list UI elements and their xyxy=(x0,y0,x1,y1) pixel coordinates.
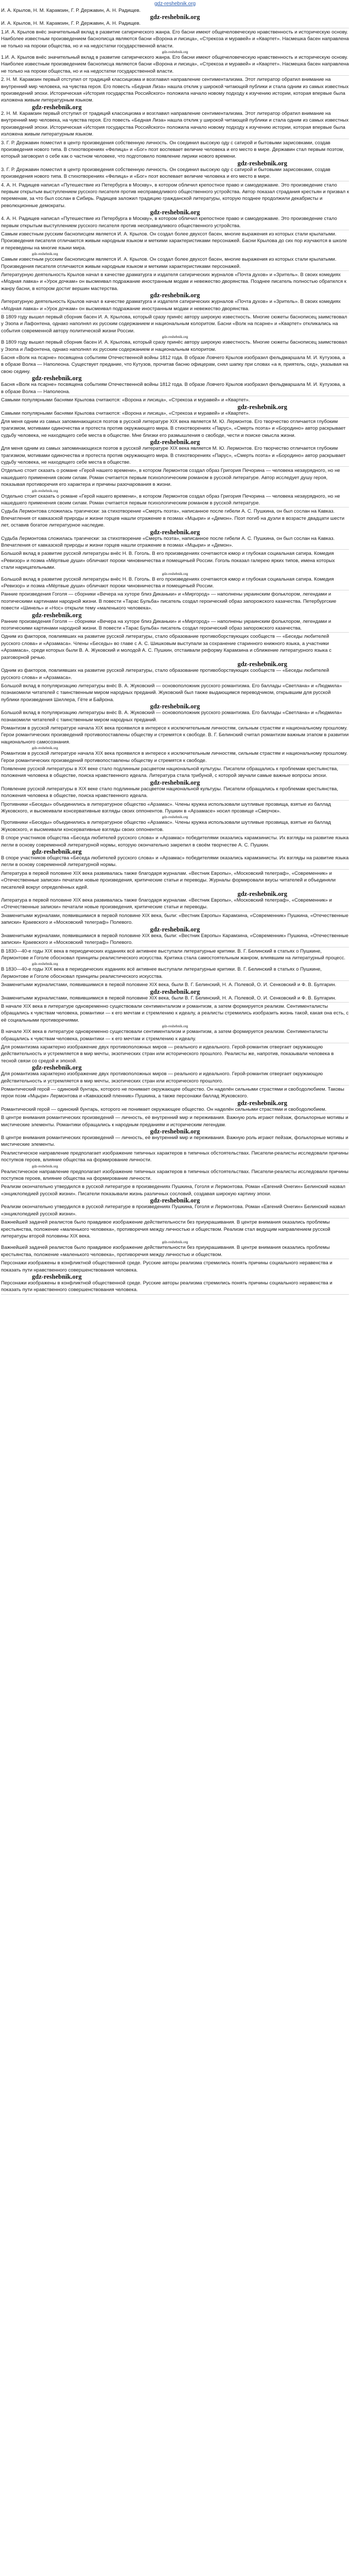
divider xyxy=(1,911,349,912)
watermark: gdz-reshebnik.org xyxy=(150,292,200,299)
answer-paragraph: Появление русской литературы в XIX веке стало подлинным расцветом национальной культуры. Писатели обращались к проблемам крестьянства, положения человека в обществе, поиска нравственного идеала. xyxy=(1,786,338,799)
answer-paragraph: Романтический герой — одинокий бунтарь, которого не понимает окружающее общество. Он наделён сильными страстями и свободолюбием. xyxy=(1,1106,327,1112)
divider xyxy=(1,549,349,550)
answer-paragraph: Персонажи изображены в конфликтной общественной среде. Русские авторы реализма стремились понять причины социального неравенства и показать пути нравственного совершенствования человека. xyxy=(1,1280,332,1293)
answer-entry xyxy=(1,683,349,723)
answer-paragraph: Судьба Лермонтова сложилась трагически: за стихотворение «Смерть поэта», написанное после гибели А. С. Пушкина, он был сослан на Кавказ. Впечатления от кавказской природы и жизни горцев нашли отражение в поэмах «Мцыри» и «Демон». xyxy=(1,535,335,548)
answer-paragraph: Реалистическое направление предполагает изображение типичных характеров в типичных обстоятельствах. Писатели-реалисты исследовали причины поступков героев, влияние общества на формирование личности. xyxy=(1,1168,348,1182)
answer-paragraph: Для меня одним из самых запоминающихся поэтов в русской литературе XIX века является М. Ю. Лермонтов. Его творчество отличается глубоким трагизмом, мотивами одиночества и протеста против окружающего мира. В стихотворениях «Парус», «Смерть поэта» и «Бородино» автор раскрывает судьбу человека, не находящего себе места в обществе. xyxy=(1,446,346,465)
site-link[interactable]: gdz-reshebnik.org xyxy=(154,1,196,7)
answer-paragraph: Большой вклад в развитие русской литературы внёс Н. В. Гоголь. В его произведениях сочетаются юмор и глубокая социальная сатира. Комедия «Ревизор» и поэма «Мёртвые души» обличают пороки чиновничества и помещичьей России. Гоголь показал галерею ярких типов, имена которых стали нарицательными. xyxy=(1,551,335,571)
answer-paragraph: Реалистическое направление предполагает изображение типичных характеров в типичных обстоятельствах. Писатели-реалисты исследовали причины поступков героев, влияние общества на формирование личности. xyxy=(1,1150,348,1163)
watermark: gdz-reshebnik.org xyxy=(237,1099,287,1107)
answer-entry xyxy=(1,314,349,353)
answer-paragraph: Отдельно стоит сказать о романе «Герой нашего времени», в котором Лермонтов создал образ Григория Печорина — человека незаурядного, но не нашедшего применения своим силам. Роман считается первым психологическим романом в русской литературе. Автор исследует душу героя, показывая противоречия его характера и причины разочарования в жизни. xyxy=(1,468,340,488)
watermark: gdz-reshebnik.org xyxy=(32,1273,82,1280)
watermark: gdz-reshebnik.org xyxy=(150,703,200,710)
answer-paragraph: Для меня одним из самых запоминающихся поэтов в русской литературе XIX века является М. Ю. Лермонтов. Его творчество отличается глубоким трагизмом, мотивами одиночества и протеста против окружающего мира. В стихотворениях «Парус», «Смерть поэта» и «Бородино» автор раскрывает судьбу человека, не находящего себе места в обществе. Мне близки его размышления о свободе, чести и поиске смысла жизни. xyxy=(1,418,346,438)
answer-paragraph: Басня «Волк на псарне» посвящена событиям Отечественной войны 1812 года. В образе Ловчего Крылов изобразил фельдмаршала М. И. Кутузова, а в образе Волка — Наполеона. xyxy=(1,382,345,395)
answer-paragraph: 2. Н. М. Карамзин первый отступил от традиций классицизма и возглавил направление сентиментализма. Этот литератор обратил внимание на внутренний мир человека, на чувства героя. Его повесть «Бедная Лиза» нашла отклик у широкой читающей публики и стала одним из самых известных произведений эпохи. Историческая «История государства Российского» положила начало новому подходу к изучению истории, которая впервые была изложена живым литературным языком. xyxy=(1,77,349,104)
answer-paragraph: Ранние произведения Гоголя — сборники «Вечера на хуторе близ Диканьки» и «Миргород» — наполнены украинским фольклором, легендами и поэтическими картинами народной жизни. В повести «Тарас Бульба» писатель создал героический образ запорожского казачества. xyxy=(1,618,331,632)
answer-entry xyxy=(1,633,349,681)
watermark: gdz-reshebnik.org xyxy=(32,746,58,751)
answer-paragraph: Ранние произведения Гоголя — сборники «Вечера на хуторе близ Диканьки» и «Миргород» — наполнены украинским фольклором, легендами и поэтическими картинами народной жизни. В повести «Тарас Бульба» писатель создал героический образ запорожского казачества. Петербургские повести «Шинель» и «Нос» открыли тему «маленького человека». xyxy=(1,591,337,612)
divider xyxy=(1,632,349,633)
answer-paragraph: Одним из факторов, повлиявших на развитие русской литературы, стало образование противоборствующих сообществ — «Беседы любителей русского слова» и «Арзамаса». xyxy=(1,668,329,681)
watermark: gdz-reshebnik.org xyxy=(150,925,200,933)
answer-paragraph: Литературную деятельность Крылов начал в качестве драматурга и издателя сатирических журналов «Почта духов» и «Зритель». В своих комедиях «Модная лавка» и «Урок дочкам» он высмеивал подражание иностранным модам и невежество дворянства. Позднее писатель полностью обратился к жанру басни, в котором достиг вершин мастерства. xyxy=(1,272,346,292)
watermark: gdz-reshebnik.org xyxy=(32,848,82,856)
answer-paragraph: Судьба Лермонтова сложилась трагически: за стихотворение «Смерть поэта», написанное после гибели А. С. Пушкина, он был сослан на Кавказ. Впечатления от кавказской природы и жизни горцев нашли отражение в поэмах «Мцыри» и «Демон». Поэт погиб на дуэли в возрасте двадцати шести лет, оставив богатое литературное наследие. xyxy=(1,509,345,529)
watermark: gdz-reshebnik.org xyxy=(162,50,188,55)
answer-paragraph: Романтический герой — одинокий бунтарь, которого не понимает окружающее общество. Он наделён сильными страстями и свободолюбием. Таковы герои поэм «Мцыри» Лермонтова и «Кавказский пленник» Пушкина, а также персонажи баллад Жуковского. xyxy=(1,1087,344,1099)
answer-paragraph: В центре внимания романтических произведений — личность, её внутренний мир и переживания. Важную роль играют пейзаж, фольклорные мотивы и мистические элементы. xyxy=(1,1135,348,1148)
watermark: gdz-reshebnik.org xyxy=(32,252,58,257)
answer-paragraph: Самым известным русским баснописцем является И. А. Крылов. Он создал более двухсот басен, многие выражения из которых стали крылатыми. Произведения писателя отличаются живым народным языком и меткими характеристиками персонажей. xyxy=(1,257,337,269)
divider xyxy=(1,417,349,418)
answer-paragraph: Знаменитыми журналистами, появившимися в первой половине XIX века, были В. Г. Белинский, Н. А. Полевой, О. И. Сенковский и Ф. В. Булгарин. xyxy=(1,995,337,1001)
answer-paragraph: В 1809 году вышел первый сборник басен И. А. Крылова, который сразу принёс автору широкую известность. Многие сюжеты баснописец заимствовал у Эзопа и Лафонтена, однако наполнял их русским содержанием и национальным колоритом. Басни «Волк на псарне» и «Квартет» откликались на события современной автору политической жизни России. xyxy=(1,314,347,334)
answer-paragraph: 3. Г. Р. Державин поместил в центр произведения собственную личность. Он соединил высокую оду с сатирой и бытовыми зарисовками, создав произведения нового типа. В стихотворениях «Фелица» и «Бог» поэт воспевает величие человека и его место в мире. Державин стал первым поэтом, который заговорил о себе как о частном человеке, что подготовило появление лирики нового времени. xyxy=(1,140,344,160)
answer-paragraph: В центре внимания романтических произведений — личность, её внутренний мир и переживания. Важную роль играют пейзаж, фольклорные мотивы и мистические элементы. Романтики обращались к народным преданиям и историческим легендам. xyxy=(1,1115,348,1128)
answer-paragraph: Литература в первой половине XIX века развивалась также благодаря журналам. «Вестник Европы», «Московский телеграф», «Современник» и «Отечественные записки» печатали новые произведения, критические статьи и переводы. Журналы формировали вкусы читателей и объединяли писателей вокруг определённых идей. xyxy=(1,870,336,890)
answer-entry xyxy=(1,140,349,180)
answer-paragraph: Романтизм в русской литературе начала XIX века проявился в интересе к исключительным личностям, сильным страстям и национальному прошлому. Герои романтических произведений противопоставлены обществу и стремятся к свободе. xyxy=(1,751,348,764)
watermark: gdz-reshebnik.org xyxy=(150,1197,200,1205)
answer-paragraph: Большой вклад в популяризацию литературы внёс В. А. Жуковский — основоположник русского романтизма. Его баллады «Светлана» и «Людмила» познакомили читателей с таинственным миром народных преданий. xyxy=(1,710,342,723)
answer-paragraph: Самыми популярными баснями Крылова считаются: «Ворона и лисица», «Стрекоза и муравей» и «Квартет». xyxy=(1,397,250,403)
divider xyxy=(1,1182,349,1183)
answer-paragraph: В споре участников общества «Беседа любителей русского слова» и «Арзамас» победителями оказались карамзинисты. Их взгляды на развитие языка легли в основу современной литературной нормы, которую окончательно закрепил в своём творчестве А. С. Пушкин. xyxy=(1,835,349,848)
answer-paragraph: Одним из факторов, повлиявших на развитие русской литературы, стало образование противоборствующих сообществ — «Беседы любителей русского слова» и «Арзамаса». Члены «Беседы» во главе с А. С. Шишковым выступали за сохранение старинного книжного языка, а участники «Арзамаса», среди которых были В. А. Жуковский и молодой А. С. Пушкин, отстаивали реформу Карамзина и сближение литературного языка с разговорной речью. xyxy=(1,634,331,660)
answer-paragraph: В 1809 году вышел первый сборник басен И. А. Крылова, который сразу принёс автору широкую известность. Многие сюжеты баснописец заимствовал у Эзопа и Лафонтена, однако наполнял их русским содержанием и национальным колоритом. xyxy=(1,340,347,352)
answer-paragraph: Важнейшей задачей реалистов было правдивое изображение действительности без приукрашивания. В центре внимания оказались проблемы крестьянства, положение «маленького человека», противоречия между личностью и обществом. xyxy=(1,1245,330,1258)
answer-paragraph: Большой вклад в популяризацию литературы внёс В. А. Жуковский — основоположник русского романтизма. Его баллады «Светлана» и «Людмила» познакомили читателей с таинственным миром народных преданий. Жуковский был также выдающимся переводчиком, открывшим для русской публики произведения Шиллера, Гёте и Байрона. xyxy=(1,683,342,703)
answer-paragraph: В начале XIX века в литературе одновременно существовали сентиментализм и романтизм, а затем формируется реализм. Сентименталисты обращались к чувствам человека, романтики — к его мечтам и стремлению к идеалу, а реалисты стремились изобразить жизнь такой, какая она есть, с её социальными противоречиями. xyxy=(1,1003,349,1023)
answer-entry xyxy=(1,76,349,138)
answer-paragraph: Самым известным русским баснописцем является И. А. Крылов. Он создал более двухсот басен, многие выражения из которых стали крылатыми. Произведения писателя отличаются живым народным языком и меткими характеристиками персонажей. Басни Крылова до сих пор изучаются в школе и переведены на многие языки мира. xyxy=(1,231,347,251)
answer-paragraph: Романтизм в русской литературе начала XIX века проявился в интересе к исключительным личностям, сильным страстям и национальному прошлому. Герои романтических произведений противопоставлены обществу и стремятся к свободе. В. Г. Белинский считал романтизм важным этапом в развитии национального самосознания. xyxy=(1,725,349,745)
answer-entry xyxy=(1,354,349,395)
divider xyxy=(1,270,349,271)
answer-paragraph: 1.И. А. Крылов внёс значительный вклад в развитие сатирического жанра. Его басни имеют общечеловеческую нравственность и историческую основу. Наиболее известным произведением баснописца являются басни «Ворона и лисица», «Стрекоза и муравей» и «Квартет». Насмешка басен направлена не только на пороки общества, но и на недостатки государственной власти. xyxy=(1,29,349,49)
watermark: gdz-reshebnik.org xyxy=(150,13,200,21)
divider xyxy=(1,75,349,76)
watermark: gdz-reshebnik.org xyxy=(32,375,82,382)
answer-entry xyxy=(1,835,349,869)
answer-entry xyxy=(1,912,349,946)
answer-entry xyxy=(1,766,349,800)
answer-paragraph: Знаменитыми журналами, появившимися в первой половине XIX века, были: «Вестник Европы» Карамзина, «Современник» Пушкина, «Отечественные записки» Краевского и «Московский телеграф» Полевого. xyxy=(1,912,348,926)
answer-entry xyxy=(1,1003,349,1042)
answer-entry xyxy=(1,7,349,27)
answer-entry xyxy=(1,801,349,834)
answer-entry xyxy=(1,272,349,312)
answer-paragraph: Противники «Беседы» объединились в литературное общество «Арзамас». Члены кружка использовали шутливые прозвища, взятые из баллад Жуковского, и высмеивали консервативные взгляды своих оппонентов. xyxy=(1,820,331,833)
answer-paragraph: Большой вклад в развитие русской литературы внёс Н. В. Гоголь. В его произведениях сочетаются юмор и глубокая социальная сатира. Комедия «Ревизор» и поэма «Мёртвые души» обличают пороки чиновничества и помещичьей России. xyxy=(1,576,334,589)
watermark: gdz-reshebnik.org xyxy=(150,1128,200,1136)
answer-paragraph: Отдельно стоит сказать о романе «Герой нашего времени», в котором Лермонтов создал образ Григория Печорина — человека незаурядного, но не нашедшего применения своим силам. Роман считается первым психологическим романом в русской литературе. xyxy=(1,493,340,506)
answers-content xyxy=(0,7,350,1295)
answer-paragraph: Самыми популярными баснями Крылова считаются: «Ворона и лисица», «Стрекоза и муравей» и «Квартет». xyxy=(1,410,250,416)
watermark: gdz-reshebnik.org xyxy=(162,1240,188,1245)
watermark: gdz-reshebnik.org xyxy=(32,103,82,111)
answer-entry xyxy=(1,508,349,549)
answer-paragraph: В споре участников общества «Беседа любителей русского слова» и «Арзамас» победителями оказались карамзинисты. Их взгляды на развитие языка легли в основу современной литературной нормы. xyxy=(1,855,349,868)
answer-entry xyxy=(1,1183,349,1217)
answer-entry xyxy=(1,591,349,632)
answer-entry xyxy=(1,1086,349,1113)
watermark: gdz-reshebnik.org xyxy=(150,988,200,995)
answer-paragraph: Для романтизма характерно изображение двух противоположных миров — реального и идеального. Герой-романтик отвергает окружающую действительность и устремляется в мир мечты, экзотических стран или исторического прошлого. xyxy=(1,1071,323,1084)
answer-paragraph: 2. Н. М. Карамзин первый отступил от традиций классицизма и возглавил направление сентиментализма. Этот литератор обратил внимание на внутренний мир человека, на чувства героя. Его повесть «Бедная Лиза» нашла отклик у широкой читающей публики и стала одним из самых известных произведений эпохи. Историческая «История государства Российского» положила начало новому подходу к изучению истории, которая впервые была изложена живым литературным языком. xyxy=(1,110,349,138)
answer-entry xyxy=(1,550,349,589)
watermark: gdz-reshebnik.org xyxy=(150,528,200,536)
answer-entry xyxy=(1,231,349,270)
divider xyxy=(1,1085,349,1086)
answer-entry xyxy=(1,418,349,466)
watermark: gdz-reshebnik.org xyxy=(162,571,188,576)
answer-entry xyxy=(1,467,349,506)
divider xyxy=(1,1294,349,1295)
answer-paragraph: В 1830—40-е годы XIX века в периодических изданиях всё активнее выступали литературные критики. В. Г. Белинский в статьях о Пушкине, Лермонтове и Гоголе обосновал принципы реалистического искусства. xyxy=(1,967,322,979)
answer-paragraph: Персонажи изображены в конфликтной общественной среде. Русские авторы реализма стремились понять причины социального неравенства и показать пути нравственного совершенствования человека. xyxy=(1,1260,332,1273)
answer-paragraph: Знаменитыми журналистами, появившимися в первой половине XIX века, были В. Г. Белинский, Н. А. Полевой, О. И. Сенковский и Ф. В. Булгарин. xyxy=(1,982,337,988)
watermark: gdz-reshebnik.org xyxy=(32,488,58,493)
divider xyxy=(1,353,349,354)
answer-paragraph: Знаменитыми журналами, появившимися в первой половине XIX века, были: «Вестник Европы» Карамзина, «Современник» Пушкина, «Отечественные записки» Краевского и «Московский телеграф» Полевого. xyxy=(1,933,348,946)
answer-paragraph: И. А. Крылов, Н. М. Карамзин, Г. Р. Державин, А. Н. Радищев. xyxy=(1,8,141,13)
answer-paragraph: 4. А. Н. Радищев написал «Путешествие из Петербурга в Москву», в котором обличил крепостное право и самодержавие. Это произведение стало первым открытым выступлением русского писателя против несправедливого общественного устройства. Автор показал страдания крестьян и призвал к переменам, за что был сослан в Сибирь. Радищев заложил традицию гражданской литературы, которую позднее продолжили декабристы и революционные демократы. xyxy=(1,182,349,209)
answer-entry xyxy=(1,182,349,229)
answer-entry xyxy=(1,870,349,911)
watermark: gdz-reshebnik.org xyxy=(237,890,287,898)
answer-entry xyxy=(1,29,349,75)
answer-entry xyxy=(1,981,349,1002)
answer-paragraph: И. А. Крылов, Н. М. Карамзин, Г. Р. Державин, А. Н. Радищев. xyxy=(1,21,141,27)
answer-paragraph: Литературную деятельность Крылов начал в качестве драматурга и издателя сатирических журналов «Почта духов» и «Зритель». В своих комедиях «Модная лавка» и «Урок дочкам» он высмеивал подражание иностранным модам и невежество дворянства. xyxy=(1,299,341,312)
watermark: gdz-reshebnik.org xyxy=(162,815,188,820)
answer-paragraph: В 1830—40-е годы XIX века в периодических изданиях всё активнее выступали литературные критики. В. Г. Белинский в статьях о Пушкине, Лермонтове и Гоголе обосновал принципы реалистического искусства. Критика стала самостоятельным жанром, влиявшим на литературный процесс. xyxy=(1,948,345,961)
divider xyxy=(1,869,349,870)
answer-entry xyxy=(1,1219,349,1258)
answer-paragraph: Появление русской литературы в XIX веке стало подлинным расцветом национальной культуры. Писатели обращались к проблемам крестьянства, положения человека в обществе, поиска нравственного идеала. Литература стала трибуной, с которой звучали самые важные вопросы эпохи. xyxy=(1,766,338,779)
answer-entry xyxy=(1,1150,349,1182)
answer-entry xyxy=(1,725,349,764)
watermark: gdz-reshebnik.org xyxy=(32,1064,82,1072)
answer-paragraph: 1.И. А. Крылов внёс значительный вклад в развитие сатирического жанра. Его басни имеют общечеловеческую нравственность и историческую основу. Наиболее известным произведением баснописца являются басни «Ворона и лисица», «Стрекоза и муравей» и «Квартет». Насмешка басен направлена не только на пороки общества, но и на недостатки государственной власти. xyxy=(1,55,349,74)
divider xyxy=(1,1002,349,1003)
answer-entry xyxy=(1,1114,349,1148)
watermark: gdz-reshebnik.org xyxy=(162,335,188,340)
watermark: gdz-reshebnik.org xyxy=(237,159,287,167)
answer-paragraph: Реализм окончательно утвердился в русской литературе в произведениях Пушкина, Гоголя и Лермонтова. Роман «Евгений Онегин» Белинский назвал «энциклопедией русской жизни». Писатели показывали жизнь различных сословий, создавая широкую картину эпохи. xyxy=(1,1184,345,1197)
watermark: gdz-reshebnik.org xyxy=(32,611,82,619)
answer-paragraph: 4. А. Н. Радищев написал «Путешествие из Петербурга в Москву», в котором обличил крепостное право и самодержавие. Это произведение стало первым открытым выступлением русского писателя против несправедливого общественного устройства. xyxy=(1,216,337,229)
watermark: gdz-reshebnik.org xyxy=(32,1164,58,1168)
divider xyxy=(1,980,349,981)
watermark: gdz-reshebnik.org xyxy=(237,660,287,668)
divider xyxy=(1,1113,349,1114)
answer-paragraph: Реализм окончательно утвердился в русской литературе в произведениях Пушкина, Гоголя и Лермонтова. Роман «Евгений Онегин» Белинский назвал «энциклопедией русской жизни». xyxy=(1,1204,345,1217)
watermark: gdz-reshebnik.org xyxy=(32,962,58,967)
answer-entry xyxy=(1,1044,349,1084)
divider xyxy=(1,466,349,467)
watermark: gdz-reshebnik.org xyxy=(150,209,200,216)
answer-paragraph: Противники «Беседы» объединились в литературное общество «Арзамас». Члены кружка использовали шутливые прозвища, взятые из баллад Жуковского, и высмеивали консервативные взгляды своих оппонентов. Пушкин в «Арзамасе» носил прозвище «Сверчок». xyxy=(1,801,331,814)
answer-paragraph: Басня «Волк на псарне» посвящена событиям Отечественной войны 1812 года. В образе Ловчего Крылов изобразил фельдмаршала М. И. Кутузова, а в образе Волка — Наполеона. Существует предание, что Кутузов, прочитав басню офицерам, снял шапку при словах «а я, приятель, сед», указывая на свою седину. xyxy=(1,355,348,375)
answer-paragraph: Важнейшей задачей реалистов было правдивое изображение действительности без приукрашивания. В центре внимания оказались проблемы крестьянства, положение «маленького человека», противоречия между личностью и обществом. Реализм стал ведущим направлением русской литературы второй половины XIX века. xyxy=(1,1219,330,1239)
answer-paragraph: 3. Г. Р. Державин поместил в центр произведения собственную личность. Он соединил высокую оду с сатирой и бытовыми зарисовками, создав произведения нового типа. В стихотворениях «Фелица» и «Бог» поэт воспевает величие человека и его место в мире. xyxy=(1,166,330,180)
watermark: gdz-reshebnik.org xyxy=(162,1024,188,1029)
divider xyxy=(1,800,349,801)
watermark: gdz-reshebnik.org xyxy=(150,438,200,446)
answer-paragraph: Для романтизма характерно изображение двух противоположных миров — реального и идеального. Герой-романтик отвергает окружающую действительность и устремляется в мир мечты, экзотических стран или исторического прошлого. Реалисты же, напротив, показывали человека в тесной связи со средой и эпохой. xyxy=(1,1044,334,1064)
answer-entry xyxy=(1,1260,349,1294)
answer-entry xyxy=(1,397,349,417)
watermark: gdz-reshebnik.org xyxy=(150,778,200,786)
answer-paragraph: В начале XIX века в литературе одновременно существовали сентиментализм и романтизм, а затем формируется реализм. Сентименталисты обращались к чувствам человека, романтики — к его мечтам и стремлению к идеалу. xyxy=(1,1029,328,1042)
watermark: gdz-reshebnik.org xyxy=(237,403,287,411)
answer-paragraph: Литература в первой половине XIX века развивалась также благодаря журналам. «Вестник Европы», «Московский телеграф», «Современник» и «Отечественные записки» печатали новые произведения, критические статьи и переводы. xyxy=(1,897,332,910)
answer-entry xyxy=(1,948,349,980)
